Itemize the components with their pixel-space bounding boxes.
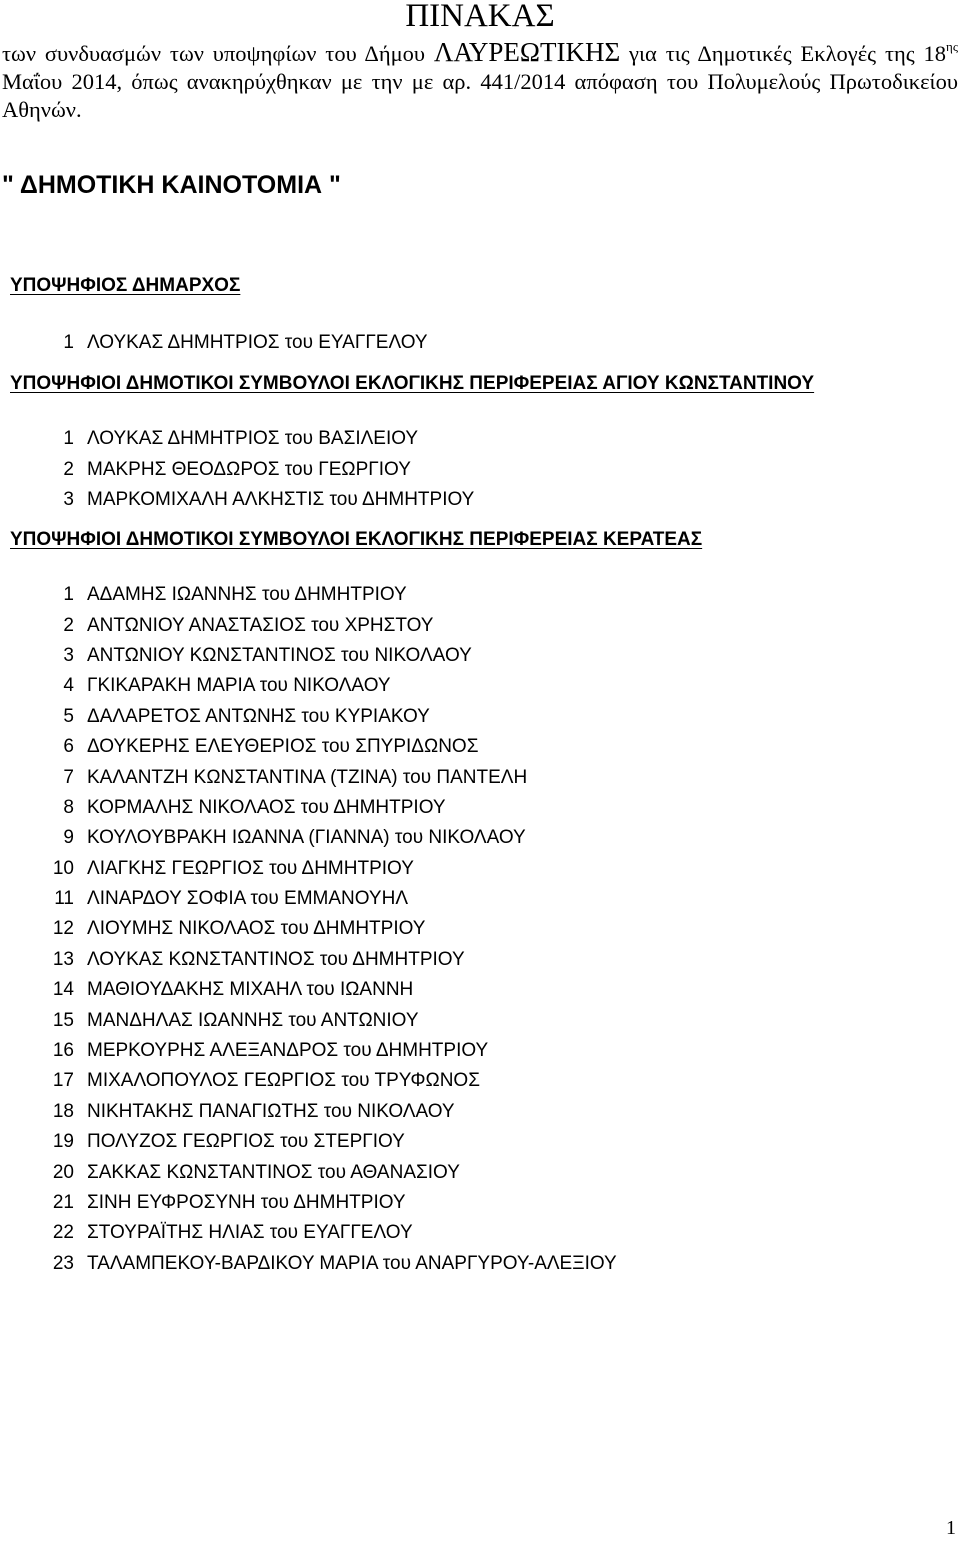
- candidate-number: 21: [52, 1192, 74, 1213]
- candidate-number: 18: [52, 1100, 74, 1122]
- candidate-number: 8: [63, 796, 74, 818]
- candidate-row: [0, 1066, 617, 1096]
- candidate-number: 3: [63, 644, 74, 666]
- candidate-name: ΣΙΝΗ ΕΥΦΡΟΣΥΝΗ του ΔΗΜΗΤΡΙΟΥ: [87, 1192, 406, 1213]
- candidate-name: ΤΑΛΑΜΠΕΚΟΥ-ΒΑΡΔΙΚΟΥ ΜΑΡΙΑ του ΑΝΑΡΓΥΡΟΥ-ΑΛΕΞΙΟΥ: [87, 1252, 617, 1274]
- candidate-row: [0, 1005, 617, 1035]
- candidate-row: [0, 793, 617, 823]
- candidate-number: 9: [63, 827, 74, 849]
- candidate-row: [0, 1218, 617, 1248]
- candidate-number: 7: [63, 766, 74, 788]
- candidate-name: ΑΝΤΩΝΙΟΥ ΚΩΝΣΤΑΝΤΙΝΟΣ του ΝΙΚΟΛΑΟΥ: [87, 644, 472, 666]
- section-heading-agios-konstantinos: ΥΠΟΨΗΦΙΟΙ ΔΗΜΟΤΙΚΟΙ ΣΥΜΒΟΥΛΟΙ ΕΚΛΟΓΙΚΗΣ ΠΕΡΙΦΕΡΕΙΑΣ ΑΓΙΟΥ ΚΩΝΣΤΑΝΤΙΝΟΥ: [10, 373, 815, 394]
- candidate-number: 14: [52, 979, 74, 1001]
- party-name: " ΔΗΜΟΤΙΚΗ ΚΑΙΝΟΤΟΜΙΑ ": [2, 171, 341, 199]
- candidate-row: [0, 454, 474, 484]
- candidate-name: ΚΑΛΑΝΤΖΗ ΚΩΝΣΤΑΝΤΙΝΑ (ΤΖΙΝΑ) του ΠΑΝΤΕΛΗ: [87, 766, 528, 788]
- keratea-candidate-list: [0, 580, 617, 1279]
- candidate-number: 5: [63, 705, 74, 727]
- candidate-name: ΣΑΚΚΑΣ ΚΩΝΣΤΑΝΤΙΝΟΣ του ΑΘΑΝΑΣΙΟΥ: [87, 1161, 460, 1183]
- intro-text-part3: Μαΐου 2014, όπως ανακηρύχθηκαν με την με αρ. 441/2014 απόφαση του Πολυμελούς Πρωτοδικείου Αθηνών.: [2, 69, 958, 122]
- candidate-name: ΜΑΘΙΟΥΔΑΚΗΣ ΜΙΧΑΗΛ του ΙΩΑΝΝΗ: [87, 979, 414, 1001]
- candidate-row: [0, 854, 617, 884]
- candidate-name: ΚΟΥΛΟΥΒΡΑΚΗ ΙΩΑΝΝΑ (ΓΙΑΝΝΑ) του ΝΙΚΟΛΑΟΥ: [87, 827, 526, 849]
- candidate-row: [0, 732, 617, 762]
- mayor-candidate-list: [0, 328, 428, 358]
- candidate-number: 12: [52, 918, 74, 940]
- candidate-name: ΛΟΥΚΑΣ ΚΩΝΣΤΑΝΤΙΝΟΣ του ΔΗΜΗΤΡΙΟΥ: [87, 948, 465, 970]
- candidate-row: [0, 424, 474, 454]
- candidate-row: [0, 1097, 617, 1127]
- candidate-number: 15: [52, 1009, 74, 1031]
- municipality-name: ΛΑΥΡΕΩΤΙΚΗΣ: [433, 37, 621, 67]
- page-number: 1: [946, 1517, 956, 1539]
- candidate-number: 11: [54, 888, 74, 910]
- document-title: ΠΙΝΑΚΑΣ: [405, 0, 555, 34]
- candidate-number: 3: [63, 488, 74, 510]
- candidate-name: ΑΔΑΜΗΣ ΙΩΑΝΝΗΣ του ΔΗΜΗΤΡΙΟΥ: [87, 584, 407, 606]
- candidate-name: ΜΑΡΚΟΜΙΧΑΛΗ ΑΛΚΗΣΤΙΣ του ΔΗΜΗΤΡΙΟΥ: [87, 488, 475, 510]
- candidate-row: [0, 641, 617, 671]
- candidate-name: ΓΚΙΚΑΡΑΚΗ ΜΑΡΙΑ του ΝΙΚΟΛΑΟΥ: [87, 675, 391, 697]
- candidate-number: 1: [63, 332, 74, 354]
- candidate-name: ΛΙΑΓΚΗΣ ΓΕΩΡΓΙΟΣ του ΔΗΜΗΤΡΙΟΥ: [87, 857, 414, 879]
- ordinal-superscript: ης: [946, 39, 958, 54]
- candidate-row: [0, 1188, 617, 1218]
- candidate-number: 16: [52, 1040, 74, 1062]
- candidate-name: ΝΙΚΗΤΑΚΗΣ ΠΑΝΑΓΙΩΤΗΣ του ΝΙΚΟΛΑΟΥ: [87, 1100, 455, 1122]
- candidate-row: [0, 485, 474, 515]
- candidate-row: [0, 823, 617, 853]
- candidate-name: ΜΑΝΔΗΛΑΣ ΙΩΑΝΝΗΣ του ΑΝΤΩΝΙΟΥ: [87, 1009, 419, 1031]
- candidate-row: [0, 610, 617, 640]
- candidate-number: 10: [52, 857, 74, 879]
- candidate-number: 2: [63, 458, 74, 480]
- candidate-row: [0, 945, 617, 975]
- candidate-number: 1: [63, 584, 74, 606]
- candidate-row: [0, 884, 617, 914]
- candidate-number: 17: [52, 1070, 74, 1092]
- agios-konstantinos-candidate-list: [0, 424, 474, 515]
- candidate-row: [0, 1127, 617, 1157]
- candidate-name: ΑΝΤΩΝΙΟΥ ΑΝΑΣΤΑΣΙΟΣ του ΧΡΗΣΤΟΥ: [87, 614, 434, 636]
- candidate-row: [0, 762, 617, 792]
- candidate-number: 6: [63, 736, 74, 758]
- candidate-row: [0, 702, 617, 732]
- candidate-number: 1: [63, 428, 74, 450]
- candidate-name: ΣΤΟΥΡΑΪΤΗΣ ΗΛΙΑΣ του ΕΥΑΓΓΕΛΟΥ: [87, 1222, 413, 1244]
- candidate-name: ΛΙΝΑΡΔΟΥ ΣΟΦΙΑ του ΕΜΜΑΝΟΥΗΛ: [87, 888, 409, 910]
- candidate-name: ΛΟΥΚΑΣ ΔΗΜΗΤΡΙΟΣ του ΒΑΣΙΛΕΙΟΥ: [87, 428, 419, 450]
- candidate-name: ΛΙΟΥΜΗΣ ΝΙΚΟΛΑΟΣ του ΔΗΜΗΤΡΙΟΥ: [87, 918, 426, 940]
- candidate-row: [0, 1036, 617, 1066]
- candidate-row: [0, 1249, 617, 1279]
- candidate-row: [0, 975, 617, 1005]
- candidate-name: ΜΙΧΑΛΟΠΟΥΛΟΣ ΓΕΩΡΓΙΟΣ του ΤΡΥΦΩΝΟΣ: [87, 1070, 480, 1092]
- candidate-number: 13: [52, 948, 74, 970]
- candidate-name: ΜΕΡΚΟΥΡΗΣ ΑΛΕΞΑΝΔΡΟΣ του ΔΗΜΗΤΡΙΟΥ: [87, 1040, 489, 1062]
- intro-text-part2: για τις Δημοτικές Εκλογές της 18: [620, 41, 947, 66]
- candidate-number: 20: [52, 1161, 74, 1183]
- candidate-name: ΔΑΛΑΡΕΤΟΣ ΑΝΤΩΝΗΣ του ΚΥΡΙΑΚΟΥ: [87, 705, 430, 727]
- candidate-row: [0, 914, 617, 944]
- candidate-name: ΜΑΚΡΗΣ ΘΕΟΔΩΡΟΣ του ΓΕΩΡΓΙΟΥ: [87, 458, 411, 480]
- candidate-row: [0, 1157, 617, 1187]
- candidate-row: [0, 580, 617, 610]
- candidate-number: 2: [63, 614, 74, 636]
- candidate-row: [0, 328, 428, 358]
- candidate-name: ΚΟΡΜΑΛΗΣ ΝΙΚΟΛΑΟΣ του ΔΗΜΗΤΡΙΟΥ: [87, 796, 446, 818]
- candidate-number: 23: [52, 1252, 74, 1274]
- candidate-number: 22: [52, 1222, 74, 1244]
- intro-paragraph: [2, 38, 958, 124]
- section-heading-keratea: ΥΠΟΨΗΦΙΟΙ ΔΗΜΟΤΙΚΟΙ ΣΥΜΒΟΥΛΟΙ ΕΚΛΟΓΙΚΗΣ ΠΕΡΙΦΕΡΕΙΑΣ ΚΕΡΑΤΕΑΣ: [10, 529, 703, 550]
- section-heading-mayor: ΥΠΟΨΗΦΙΟΣ ΔΗΜΑΡΧΟΣ: [10, 275, 241, 296]
- candidate-number: 19: [52, 1131, 74, 1153]
- candidate-name: ΔΟΥΚΕΡΗΣ ΕΛΕΥΘΕΡΙΟΣ του ΣΠΥΡΙΔΩΝΟΣ: [87, 736, 479, 758]
- candidate-name: ΛΟΥΚΑΣ ΔΗΜΗΤΡΙΟΣ του ΕΥΑΓΓΕΛΟΥ: [87, 332, 428, 354]
- intro-text-part1: των συνδυασμών των υποψηφίων του Δήμου: [2, 41, 434, 66]
- candidate-name: ΠΟΛΥΖΟΣ ΓΕΩΡΓΙΟΣ του ΣΤΕΡΓΙΟΥ: [87, 1131, 405, 1153]
- candidate-number: 4: [63, 675, 74, 697]
- candidate-row: [0, 671, 617, 701]
